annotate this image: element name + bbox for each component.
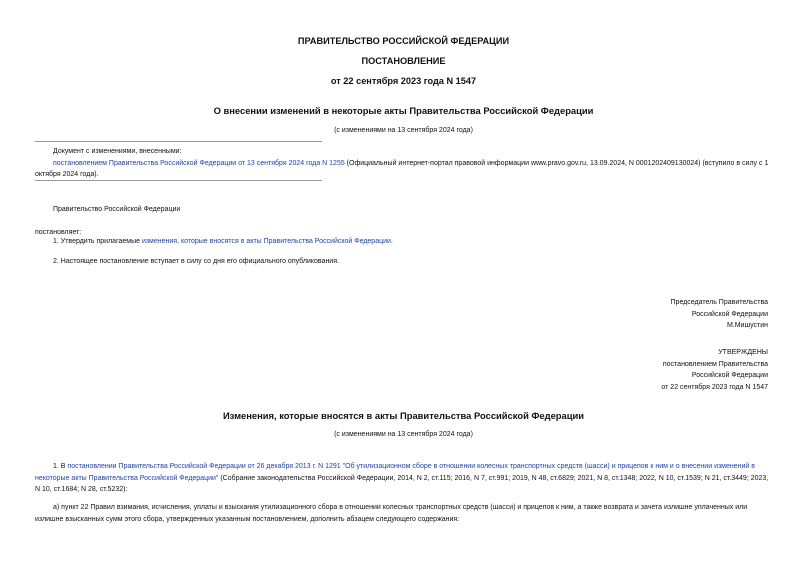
revision-note: (с изменениями на 13 сентября 2024 года)	[334, 127, 473, 134]
document-type-heading: ПОСТАНОВЛЕНИЕ	[361, 56, 446, 66]
changes-box	[35, 146, 770, 181]
approval-country: Российской Федерации	[691, 372, 768, 379]
date-number-heading: от 22 сентября 2023 года N 1547	[330, 76, 477, 86]
annex-p1-prefix: 1. В	[53, 463, 68, 470]
item-1-suffix: .	[390, 238, 393, 245]
annex-paragraph-2: а) пункт 22 Правил взимания, исчисления, уплаты и взыскания утилизационного сбора в отношении колесных транспортных средств (шасси) и прицепов к ним, а также возврата и зачета излишне уплаченных или излишне взысканных сумм этого сбора, утвержденных указанным постановлением, дополнить абзацем следующего содержания:	[35, 504, 748, 523]
signature-position: Председатель Правительства	[670, 299, 768, 306]
approval-by: постановлением Правительства	[662, 360, 768, 368]
signature-country: Российской Федерации	[691, 310, 768, 318]
decree-1291-link[interactable]: постановлении Правительства Российской Федерации от 26 декабря 2013 г. N 1291 "Об утилизационном сборе в отношении колесных транспортных средств (шасси) и прицепов к ним и о внесении изменений в некоторые акты Правительства Российской Федерации"	[35, 463, 755, 482]
annex-title: Изменения, которые вносятся в акты Правительства Российской Федерации	[222, 410, 585, 421]
item-1	[35, 236, 770, 248]
item-2: 2. Настоящее постановление вступает в силу со дня его официального опубликования.	[53, 258, 339, 265]
signature-block	[671, 297, 768, 332]
approval-block	[661, 347, 768, 393]
changes-bottom-divider	[35, 180, 322, 181]
authority-heading: ПРАВИТЕЛЬСТВО РОССИЙСКОЙ ФЕДЕРАЦИИ	[297, 36, 510, 46]
annex-revision-note: (с изменениями на 13 сентября 2024 года)	[334, 431, 473, 438]
changes-top-divider	[35, 141, 322, 142]
changes-intro: Документ с изменениями, внесенными:	[53, 148, 182, 155]
annex-p1-text: (Собрание законодательства Российской Федерации, 2014, N 2, ст.115; 2016, N 7, ст.991; 2019, N 48, ст.6829; 2021, N 8, ст.1348; 2022, N 10, ст.1539; N 21, ст.3449; 2023, N 10, ст.1684; N 28, ст.5232):	[35, 474, 769, 493]
resolves-line: постановляет:	[35, 229, 82, 236]
document-title: О внесении изменений в некоторые акты Правительства Российской Федерации	[213, 105, 594, 116]
changes-detail-text: (Официальный интернет-портал правовой информации www.pravo.gov.ru, 13.09.2024, N 0001202409130024) (вступило в силу с 1 октября 2024 года).	[35, 159, 769, 178]
annex-paragraph-1	[35, 461, 770, 496]
approval-date: от 22 сентября 2023 года N 1547	[661, 383, 768, 391]
approval-label: УТВЕРЖДЕНЫ	[718, 349, 768, 356]
amendment-link[interactable]: постановлением Правительства Российской Федерации от 13 сентября 2024 года N 1255	[53, 159, 345, 167]
government-line: Правительство Российской Федерации	[53, 206, 181, 213]
changes-annex-link[interactable]: изменения, которые вносятся в акты Правительства Российской Федерации	[141, 238, 391, 245]
item-1-prefix: 1. Утвердить прилагаемые	[53, 238, 142, 245]
signature-name: М.Мишустин	[726, 322, 768, 329]
changes-detail	[35, 158, 770, 181]
